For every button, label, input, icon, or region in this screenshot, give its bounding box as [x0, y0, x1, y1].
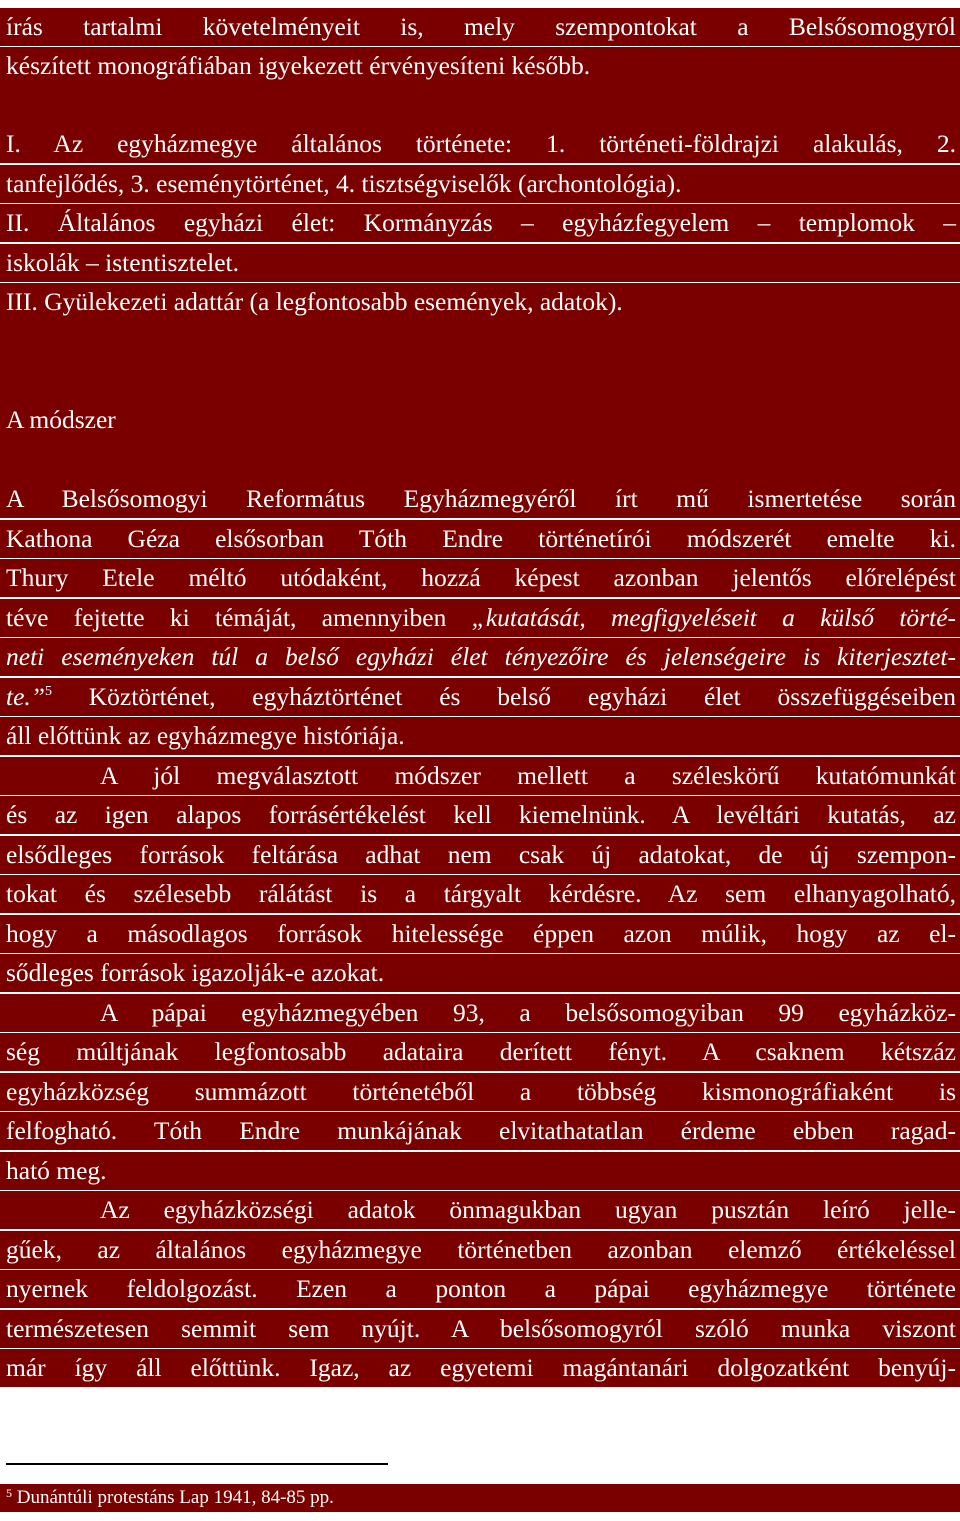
text-line: egyházközség summázott történetéből a többség kismonográfiaként is: [0, 1073, 960, 1111]
text-line: A Belsősomogyi Református Egyházmegyéről írt mű ismertetése során: [0, 480, 960, 518]
text-line: írás tartalmi követelményeit is, mely szempontokat a Belsősomogyról: [0, 8, 960, 46]
text-line: I. Az egyházmegye általános története: 1. történeti-földrajzi alakulás, 2.: [0, 125, 960, 163]
text-line: ható meg.: [0, 1152, 960, 1190]
text-line: [0, 994, 960, 1032]
text-line: II. Általános egyházi élet: Kormányzás – egyházfegyelem – templomok –: [0, 204, 960, 242]
text-line: nyernek feldolgozást. Ezen a ponton a pápai egyházmegye története: [0, 1270, 960, 1308]
text-line: áll előttünk az egyházmegye históriája.: [0, 717, 960, 755]
text-line: [0, 678, 960, 716]
footnote-number: 5: [6, 1486, 12, 1500]
text-line: sődleges források igazolják-e azokat.: [0, 954, 960, 992]
text-line: [0, 757, 960, 795]
footnote-ref[interactable]: 5: [44, 684, 52, 699]
quote-span: neti eseményeken túl a belső egyházi élet tényezőire és jelenségeire is kiterjesztet-: [6, 642, 956, 671]
text-span: A jól megválasztott módszer mellett a széleskörű kutatómunkát: [100, 761, 956, 790]
footnote-text: Dunántúli protestáns Lap 1941, 84-85 pp.: [12, 1487, 334, 1508]
footnote-divider: [6, 1463, 388, 1465]
text-line: [0, 599, 960, 637]
text-span: Köztörténet, egyháztörténet és belső egyházi élet összefüggéseiben: [51, 682, 956, 711]
text-line: iskolák – istentisztelet.: [0, 244, 960, 282]
text-span: téve fejtette ki témáját, amennyiben: [6, 603, 472, 632]
footnote: [0, 1484, 960, 1512]
text-line: már így áll előttünk. Igaz, az egyetemi magántanári dolgozatként benyúj-: [0, 1349, 960, 1387]
section-heading: A módszer: [0, 401, 960, 439]
blank-line: [0, 321, 960, 401]
text-line: Thury Etele méltó utódaként, hozzá képest azonban jelentős előrelépést: [0, 559, 960, 597]
text-line: tanfejlődés, 3. eseménytörténet, 4. tisztségviselők (archontológia).: [0, 165, 960, 203]
text-line: III. Gyülekezeti adattár (a legfontosabb események, adatok).: [0, 283, 960, 321]
text-line: [0, 638, 960, 676]
text-line: készített monográfiában igyekezett érvényesíteni később.: [0, 47, 960, 85]
text-line: elsődleges források feltárása adhat nem csak új adatokat, de új szempon-: [0, 836, 960, 874]
blank-line: [0, 439, 960, 480]
text-line: hogy a másodlagos források hitelessége éppen azon múlik, hogy az el-: [0, 915, 960, 953]
text-line: felfogható. Tóth Endre munkájának elvitathatatlan érdeme ebben ragad-: [0, 1112, 960, 1150]
quote-span: te.”: [6, 682, 45, 711]
text-line: természetesen semmit sem nyújt. A belsősomogyról szóló munka viszont: [0, 1310, 960, 1348]
text-line: ség múltjának legfontosabb adataira derített fényt. A csaknem kétszáz: [0, 1033, 960, 1071]
quote-span: „kutatását, megfigyeléseit a külső törté-: [471, 603, 956, 632]
text-line: és az igen alapos forrásértékelést kell kiemelnünk. A levéltári kutatás, az: [0, 796, 960, 834]
text-line: Kathona Géza elsősorban Tóth Endre történetírói módszerét emelte ki.: [0, 520, 960, 558]
text-line: tokat és szélesebb rálátást is a tárgyalt kérdésre. Az sem elhanyagolható,: [0, 875, 960, 913]
text-line: [0, 1191, 960, 1229]
blank-line: [0, 85, 960, 125]
text-span: A pápai egyházmegyében 93, a belsősomogyiban 99 egyházköz-: [100, 998, 956, 1027]
text-line: gűek, az általános egyházmegye történetben azonban elemző értékeléssel: [0, 1231, 960, 1269]
text-span: Az egyházközségi adatok önmagukban ugyan pusztán leíró jelle-: [100, 1195, 956, 1224]
